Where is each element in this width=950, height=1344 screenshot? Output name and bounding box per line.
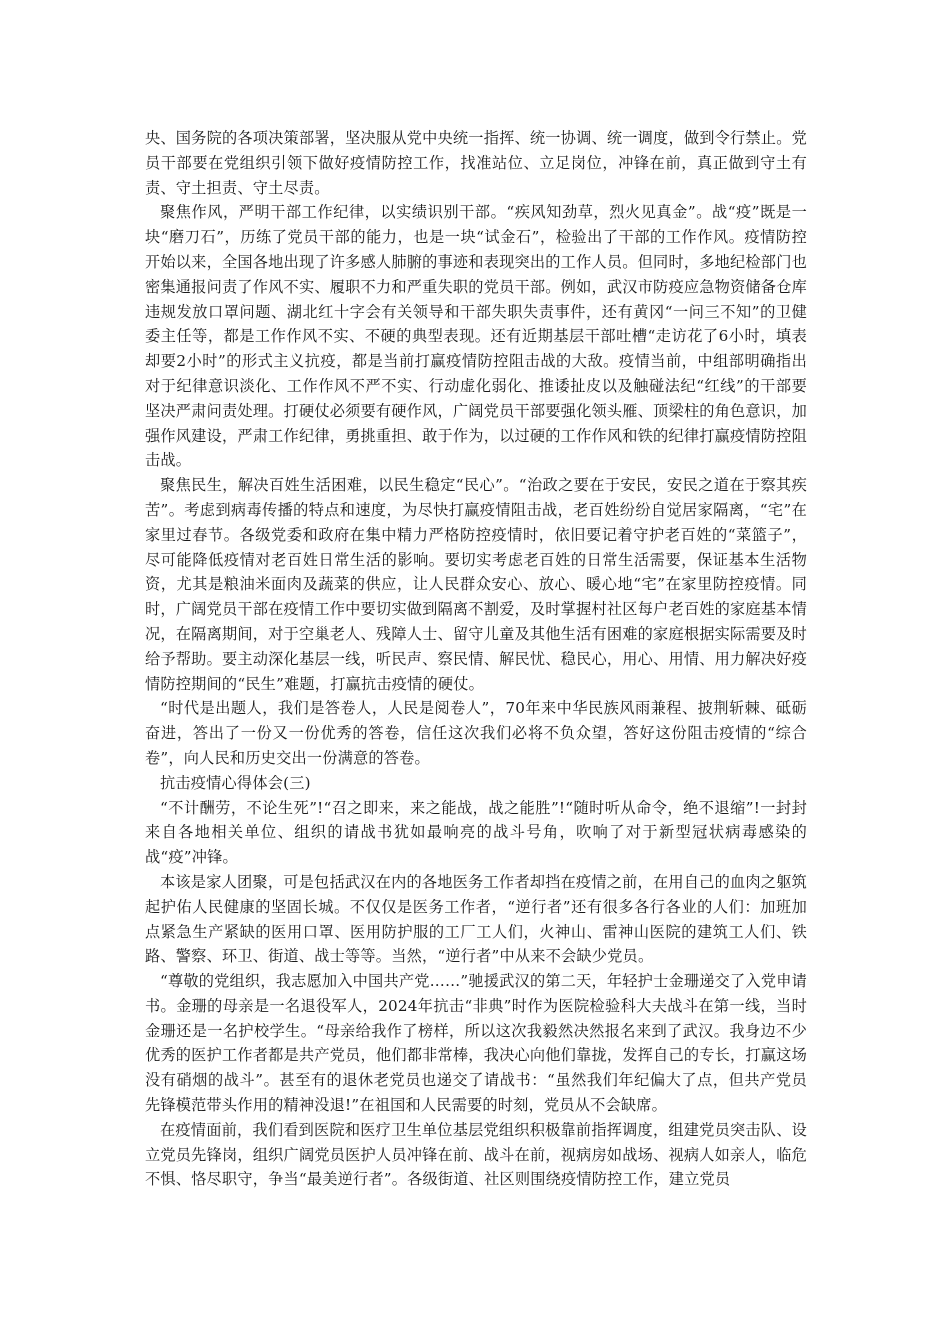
paragraph: “尊敬的党组织，我志愿加入中国共产党……”驰援武汉的第二天，年轻护士金珊递交了入党申请书。金珊的母亲是一名退役军人，2024年抗击“非典”时作为医院检验科大夫战斗在第一线，当时金珊还是一名护校学生。“母亲给我作了榜样，所以这次我毅然决然报名来到了武汉。我身边不少优秀的医护工作者都是共产党员，他们都非常棒，我决心向他们靠拢，发挥自己的专长，打赢这场没有硝烟的战斗”。甚至有的退休老党员也递交了请战书：“虽然我们年纪偏大了点，但共产党员先锋模范带头作用的精神没退!”在祖国和人民需要的时刻，党员从不会缺席。	[145, 972, 807, 1115]
paragraph: “不计酬劳，不论生死”!“召之即来，来之能战，战之能胜”!“随时听从命令，绝不退缩”!一封封来自各地相关单位、组织的请战书犹如最响亮的战斗号角，吹响了对于新型冠状病毒感染的战“疫”冲锋。	[145, 798, 807, 867]
paragraph: 在疫情面前，我们看到医院和医疗卫生单位基层党组织积极靠前指挥调度，组建党员突击队、设立党员先锋岗，组织广阔党员医护人员冲锋在前、战斗在前，视病房如战场、视病人如亲人，临危不惧、恪尽职守，争当“最美逆行者”。各级街道、社区则围绕疫情防控工作，建立党员	[145, 1120, 807, 1189]
document-body	[145, 126, 807, 1192]
paragraph: 央、国务院的各项决策部署，坚决服从党中央统一指挥、统一协调、统一调度，做到令行禁止。党员干部要在党组织引领下做好疫情防控工作，找准站位、立足岗位，冲锋在前，真正做到守土有责、守土担责、守土尽责。	[145, 129, 807, 197]
paragraph: 聚焦民生，解决百姓生活困难，以民生稳定“民心”。“治政之要在于安民，安民之道在于察其疾苦”。考虑到病毒传播的特点和速度，为尽快打赢疫情阻击战，老百姓纷纷自觉居家隔离，“宅”在家里过春节。各级党委和政府在集中精力严格防控疫情时，依旧要记着守护老百姓的“菜篮子”，尽可能降低疫情对老百姓日常生活的影响。要切实考虑老百姓的日常生活需要，保证基本生活物资，尤其是粮油米面肉及蔬菜的供应，让人民群众安心、放心、暖心地“宅”在家里防控疫情。同时，广阔党员干部在疫情工作中要切实做到隔离不割爱，及时掌握村社区每户老百姓的家庭基本情况，在隔离期间，对于空巢老人、残障人士、留守儿童及其他生活有困难的家庭根据实际需要及时给予帮助。要主动深化基层一线，听民声、察民情、解民忧、稳民心，用心、用情、用力解决好疫情防控期间的“民生”难题，打赢抗击疫情的硬仗。	[145, 476, 807, 693]
section-heading: 抗击疫情心得体会(三)	[160, 773, 311, 792]
paragraph: 本该是家人团聚，可是包括武汉在内的各地医务工作者却挡在疫情之前，在用自己的血肉之躯筑起护佑人民健康的坚固长城。不仅仅是医务工作者，“逆行者”还有很多各行各业的人们：加班加点紧急生产紧缺的医用口罩、医用防护服的工厂工人们，火神山、雷神山医院的建筑工人们、铁路、警察、环卫、街道、战士等等。当然，“逆行者”中从来不会缺少党员。	[145, 872, 807, 966]
paragraph: “时代是出题人，我们是答卷人，人民是阅卷人”，70年来中华民族风雨兼程、披荆斩棘、砥砺奋进，答出了一份又一份优秀的答卷，信任这次我们必将不负众望，答好这份阻击疫情的“综合卷”，向人民和历史交出一份满意的答卷。	[145, 699, 807, 767]
paragraph: 聚焦作风，严明干部工作纪律，以实绩识别干部。“疾风知劲草，烈火见真金”。战“疫”既是一块“磨刀石”，历练了党员干部的能力，也是一块“试金石”，检验出了干部的工作作风。疫情防控开始以来，全国各地出现了许多感人肺腑的事迹和表现突出的工作人员。但同时，多地纪检部门也密集通报问责了作风不实、履职不力和严重失职的党员干部。例如，武汉市防疫应急物资储备仓库违规发放口罩问题、湖北红十字会有关领导和干部失职失责事件，还有黄冈“一问三不知”的卫健委主任等，都是工作作风不实、不硬的典型表现。还有近期基层干部吐槽“走访花了6小时，填表却要2小时”的形式主义抗疫，都是当前打赢疫情防控阻击战的大敌。疫情当前，中组部明确指出对于纪律意识淡化、工作作风不严不实、行动虚化弱化、推诿扯皮以及触碰法纪“红线”的干部要坚决严肃问责处理。打硬仗必须要有硬作风，广阔党员干部要强化领头雁、顶梁柱的角色意识，加强作风建设，严肃工作纪律，勇挑重担、敢于作为，以过硬的工作作风和铁的纪律打赢疫情防控阻击战。	[145, 203, 807, 470]
